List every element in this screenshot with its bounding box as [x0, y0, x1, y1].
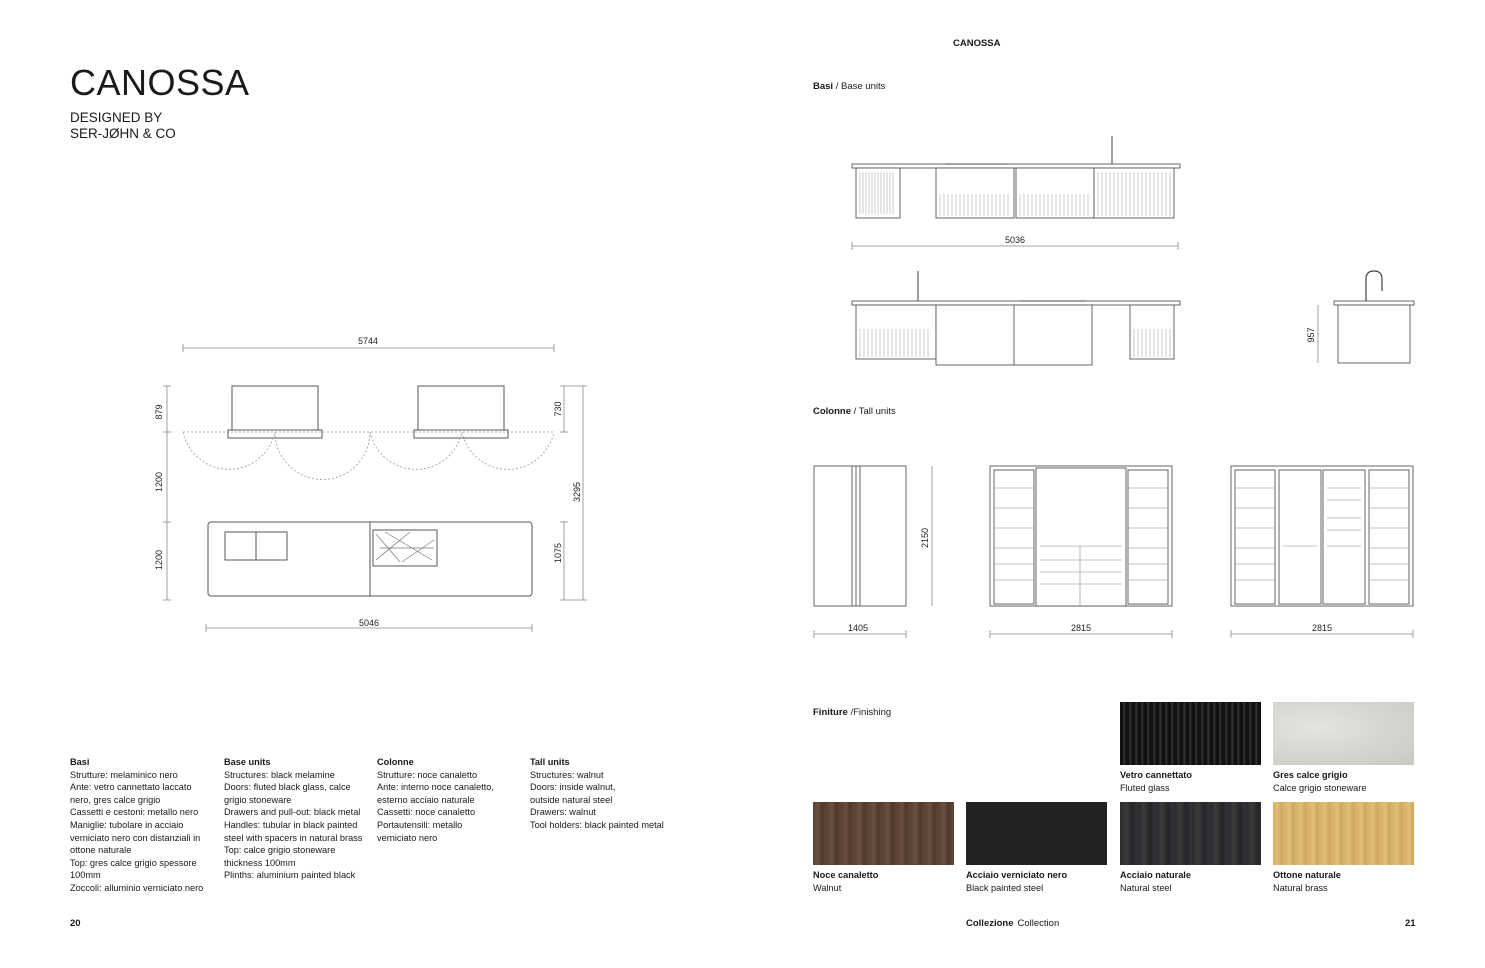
swatch-label — [966, 869, 1067, 894]
swatch-label — [1273, 869, 1341, 894]
spec-line: grigio stoneware — [224, 794, 292, 805]
spec-column-basi — [70, 756, 220, 895]
spec-line: Cassetti e cestoni: metallo nero — [70, 807, 199, 818]
footer-it: Collezione — [966, 918, 1014, 929]
dim-right-bottom: 1075 — [553, 542, 563, 564]
spec-line: esterno acciaio naturale — [377, 794, 475, 805]
designer-line-2: SER-JØHN & CO — [70, 126, 176, 141]
section-label-en: Tall units — [858, 406, 896, 417]
tall-unit-open-pantry — [984, 460, 1179, 642]
swatch-name-en: Black painted steel — [966, 882, 1044, 893]
dim-left-bottom: 1200 — [154, 549, 164, 571]
section-label-en: Base units — [841, 81, 886, 92]
spec-line: Drawers and pull-out: black metal — [224, 807, 361, 818]
section-label-it: Finiture — [813, 707, 848, 718]
swatch-name: Acciaio verniciato nero — [966, 870, 1068, 880]
swatch-name: Noce canaletto — [813, 870, 879, 880]
swatch-walnut — [813, 802, 954, 865]
base-units-elevation-back — [848, 265, 1183, 370]
swatch-natural-steel — [1120, 802, 1261, 865]
running-header: CANOSSA — [953, 38, 1001, 49]
swatch-label — [813, 869, 878, 894]
spec-heading: Tall units — [530, 757, 570, 767]
spec-line: Drawers: walnut — [530, 807, 596, 818]
swatch-black-painted-steel — [966, 802, 1107, 865]
section-base-units: Basi / Base units — [813, 81, 886, 92]
spec-heading: Colonne — [377, 757, 414, 767]
spec-line: Structures: black melamine — [224, 769, 335, 780]
spec-line: verniciato nero con distanziali in — [70, 832, 201, 843]
dim-left-top: 879 — [154, 404, 164, 420]
spec-line: Top: calce grigio stoneware — [224, 845, 336, 856]
spec-line: 100mm — [70, 870, 101, 881]
swatch-name-en: Fluted glass — [1120, 782, 1170, 793]
section-finishing: Finiture /Finishing — [813, 707, 892, 718]
dim-left-mid: 1200 — [154, 471, 164, 493]
dim-right-total: 3295 — [572, 481, 582, 503]
swatch-fluted-glass — [1120, 702, 1261, 765]
footer-en: Collection — [1017, 918, 1060, 929]
spec-line: Zoccoli: alluminio verniciato nero — [70, 882, 204, 893]
spec-line: Strutture: noce canaletto — [377, 769, 478, 780]
dim-tall-width-1: 1405 — [847, 623, 869, 633]
spec-line: Maniglie: tubolare in acciaio — [70, 819, 184, 830]
swatch-name-en: Natural steel — [1120, 882, 1172, 893]
swatch-name: Gres calce grigio — [1273, 770, 1348, 780]
dim-right-top: 730 — [553, 401, 563, 417]
spec-line: outside natural steel — [530, 794, 613, 805]
footer-collection — [966, 918, 1059, 929]
spec-column-base-units — [224, 756, 374, 882]
dim-tall-width-3: 2815 — [1311, 623, 1333, 633]
spec-line: ottone naturale — [70, 845, 132, 856]
spec-line: Doors: fluted black glass, calce — [224, 782, 351, 793]
designer-line-1: DESIGNED BY — [70, 110, 163, 125]
swatch-label — [1273, 769, 1366, 794]
swatch-natural-brass — [1273, 802, 1414, 865]
spec-line: Portautensili: metallo — [377, 819, 463, 830]
dim-tall-height: 2150 — [920, 527, 930, 549]
spec-line: Strutture: melaminico nero — [70, 769, 178, 780]
dim-top-width: 5744 — [357, 336, 379, 346]
spec-heading: Basi — [70, 757, 90, 767]
swatch-label — [1120, 769, 1192, 794]
base-units-elevation-front — [848, 130, 1183, 250]
designer-credit — [70, 110, 176, 142]
spec-line: Cassetti: noce canaletto — [377, 807, 476, 818]
swatch-name: Ottone naturale — [1273, 870, 1341, 880]
swatch-label — [1120, 869, 1191, 894]
swatch-name-en: Calce grigio stoneware — [1273, 782, 1367, 793]
spec-line: Top: gres calce grigio spessore — [70, 857, 197, 868]
spec-line: Doors: inside walnut, — [530, 782, 616, 793]
spec-line: Tool holders: black painted metal — [530, 819, 664, 830]
swatch-name-en: Walnut — [813, 882, 842, 893]
dim-base-height: 957 — [1306, 327, 1316, 343]
spec-column-colonne — [377, 756, 527, 844]
section-label-it: Basi — [813, 81, 834, 92]
dim-bottom-width: 5046 — [358, 618, 380, 628]
swatch-calce-grigio-stoneware — [1273, 702, 1414, 765]
spec-line: Handles: tubular in black painted — [224, 819, 358, 830]
swatch-name-en: Natural brass — [1273, 882, 1328, 893]
page-title: CANOSSA — [70, 62, 250, 103]
section-tall-units: Colonne / Tall units — [813, 406, 896, 417]
section-label-en: Finishing — [853, 707, 892, 718]
spec-line: Ante: vetro cannettato laccato — [70, 782, 192, 793]
spec-line: steel with spacers in natural brass — [224, 832, 363, 843]
kitchen-floor-plan — [140, 330, 600, 635]
spec-heading: Base units — [224, 757, 271, 767]
swatch-name: Acciaio naturale — [1120, 870, 1191, 880]
base-units-side-view — [1300, 265, 1420, 370]
tall-unit-closed — [808, 460, 943, 642]
section-label-it: Colonne — [813, 406, 851, 417]
swatch-name: Vetro cannettato — [1120, 770, 1192, 780]
tall-unit-open-tools — [1225, 460, 1420, 642]
dim-base-width: 5036 — [1004, 235, 1026, 245]
spec-column-tall-units — [530, 756, 700, 832]
spec-line: verniciato nero — [377, 832, 438, 843]
spec-line: Plinths: aluminium painted black — [224, 870, 356, 881]
spec-line: thickness 100mm — [224, 857, 296, 868]
dim-tall-width-2: 2815 — [1070, 623, 1092, 633]
page-number-right: 21 — [1405, 918, 1416, 929]
spec-line: Structures: walnut — [530, 769, 604, 780]
spec-line: nero, gres calce grigio — [70, 794, 161, 805]
spec-line: Ante: interno noce canaletto, — [377, 782, 494, 793]
page-number-left: 20 — [70, 918, 81, 929]
